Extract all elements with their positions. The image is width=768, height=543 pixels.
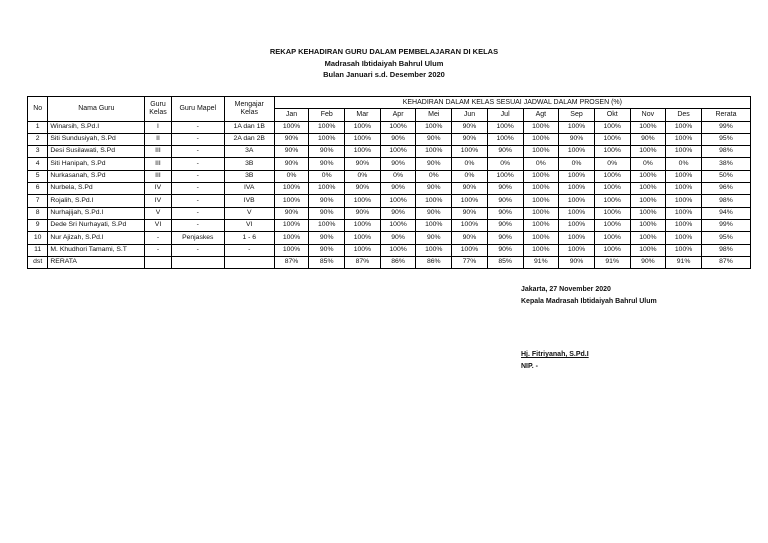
- cell-month-value: 86%: [416, 256, 452, 268]
- cell-month-value: 90%: [487, 244, 523, 256]
- cell-month-value: 100%: [487, 121, 523, 133]
- cell-month-value: 100%: [416, 219, 452, 231]
- col-month: Rerata: [701, 109, 750, 121]
- cell-no: 11: [28, 244, 48, 256]
- cell-month-value: 100%: [345, 219, 381, 231]
- cell-month-value: 100%: [274, 244, 309, 256]
- cell-guru-kelas: III: [145, 170, 172, 182]
- report-period: Bulan Januari s.d. Desember 2020: [323, 70, 445, 79]
- col-guru-mapel: Guru Mapel: [171, 97, 224, 122]
- cell-month-value: 90%: [309, 195, 345, 207]
- cell-rerata: 95%: [701, 232, 750, 244]
- cell-month-value: 90%: [309, 244, 345, 256]
- cell-guru-kelas: VI: [145, 219, 172, 231]
- cell-rerata: 50%: [701, 170, 750, 182]
- cell-month-value: 100%: [309, 183, 345, 195]
- cell-month-value: 0%: [523, 158, 559, 170]
- cell-no: dst: [28, 256, 48, 268]
- col-month: Jan: [274, 109, 309, 121]
- cell-nama-guru: Siti Sundusiyah, S.Pd: [48, 133, 145, 145]
- cell-month-value: 90%: [380, 207, 416, 219]
- cell-month-value: 100%: [309, 133, 345, 145]
- cell-month-value: 0%: [487, 158, 523, 170]
- cell-mengajar-kelas: 3B: [224, 158, 274, 170]
- cell-month-value: 91%: [523, 256, 559, 268]
- cell-month-value: 100%: [487, 133, 523, 145]
- cell-month-value: 0%: [559, 158, 595, 170]
- cell-nama-guru: Nurkasanah, S.Pd: [48, 170, 145, 182]
- cell-guru-mapel: -: [171, 219, 224, 231]
- cell-month-value: 100%: [523, 121, 559, 133]
- cell-nama-guru: Desi Susilawati, S.Pd: [48, 146, 145, 158]
- cell-mengajar-kelas: IVB: [224, 195, 274, 207]
- cell-month-value: 0%: [345, 170, 381, 182]
- cell-month-value: 100%: [523, 219, 559, 231]
- cell-month-value: 90%: [559, 256, 595, 268]
- cell-no: 7: [28, 195, 48, 207]
- cell-month-value: 100%: [380, 244, 416, 256]
- cell-month-value: 90%: [274, 133, 309, 145]
- cell-month-value: 100%: [630, 207, 666, 219]
- cell-month-value: 100%: [274, 121, 309, 133]
- cell-month-value: 90%: [380, 158, 416, 170]
- cell-month-value: 90%: [630, 133, 666, 145]
- cell-month-value: 77%: [452, 256, 488, 268]
- cell-month-value: 100%: [523, 207, 559, 219]
- cell-mengajar-kelas: IVA: [224, 183, 274, 195]
- cell-guru-mapel: -: [171, 158, 224, 170]
- cell-month-value: 90%: [487, 183, 523, 195]
- cell-month-value: 100%: [559, 183, 595, 195]
- cell-mengajar-kelas: 3A: [224, 146, 274, 158]
- col-nama-guru: Nama Guru: [48, 97, 145, 122]
- cell-month-value: 100%: [416, 146, 452, 158]
- cell-month-value: 100%: [630, 170, 666, 182]
- cell-nama-guru: Nurhajijah, S.Pd.I: [48, 207, 145, 219]
- cell-rerata: 98%: [701, 146, 750, 158]
- cell-guru-kelas: IV: [145, 195, 172, 207]
- cell-month-value: 100%: [452, 219, 488, 231]
- cell-guru-mapel: -: [171, 244, 224, 256]
- cell-month-value: 100%: [594, 232, 630, 244]
- cell-month-value: 0%: [452, 158, 488, 170]
- cell-month-value: 100%: [416, 244, 452, 256]
- cell-month-value: 90%: [452, 121, 488, 133]
- cell-month-value: 90%: [345, 183, 381, 195]
- cell-guru-kelas: III: [145, 158, 172, 170]
- cell-mengajar-kelas: 1A dan 1B: [224, 121, 274, 133]
- cell-month-value: 100%: [666, 146, 702, 158]
- cell-nama-guru: Nur Ajizah, S.Pd.I: [48, 232, 145, 244]
- cell-guru-mapel: -: [171, 133, 224, 145]
- cell-month-value: 90%: [559, 133, 595, 145]
- col-month: Mar: [345, 109, 381, 121]
- cell-month-value: 0%: [380, 170, 416, 182]
- cell-month-value: 90%: [487, 195, 523, 207]
- cell-nama-guru: Rojalih, S.Pd.I: [48, 195, 145, 207]
- cell-month-value: 90%: [630, 256, 666, 268]
- cell-nama-guru: Dede Sri Nurhayati, S.Pd: [48, 219, 145, 231]
- table-row: [28, 232, 751, 244]
- cell-guru-kelas: III: [145, 146, 172, 158]
- cell-month-value: 100%: [594, 146, 630, 158]
- col-no: No: [28, 97, 48, 122]
- cell-guru-mapel: -: [171, 170, 224, 182]
- cell-month-value: 100%: [380, 195, 416, 207]
- col-month: Jun: [452, 109, 488, 121]
- cell-month-value: 85%: [487, 256, 523, 268]
- col-month: Okt: [594, 109, 630, 121]
- cell-month-value: 90%: [380, 183, 416, 195]
- cell-month-value: 86%: [380, 256, 416, 268]
- cell-month-value: 100%: [523, 195, 559, 207]
- cell-nama-guru: RERATA: [48, 256, 145, 268]
- cell-month-value: 0%: [452, 170, 488, 182]
- cell-month-value: 0%: [630, 158, 666, 170]
- cell-month-value: 100%: [630, 183, 666, 195]
- cell-month-value: 90%: [309, 232, 345, 244]
- cell-rerata: 94%: [701, 207, 750, 219]
- cell-month-value: 90%: [452, 133, 488, 145]
- cell-month-value: 87%: [345, 256, 381, 268]
- cell-month-value: 100%: [594, 219, 630, 231]
- cell-rerata: 98%: [701, 195, 750, 207]
- cell-month-value: 0%: [274, 170, 309, 182]
- cell-month-value: 100%: [523, 232, 559, 244]
- cell-month-value: 100%: [666, 183, 702, 195]
- report-title: REKAP KEHADIRAN GURU DALAM PEMBELAJARAN DI KELAS: [269, 47, 499, 56]
- cell-month-value: 100%: [559, 219, 595, 231]
- cell-month-value: 90%: [487, 146, 523, 158]
- cell-month-value: 100%: [523, 170, 559, 182]
- cell-month-value: 100%: [274, 195, 309, 207]
- cell-month-value: 100%: [345, 133, 381, 145]
- cell-mengajar-kelas: [224, 256, 274, 268]
- cell-no: 6: [28, 183, 48, 195]
- table-row: [28, 133, 751, 145]
- cell-month-value: 100%: [274, 232, 309, 244]
- cell-month-value: 90%: [380, 133, 416, 145]
- cell-month-value: 90%: [416, 158, 452, 170]
- cell-month-value: 90%: [345, 207, 381, 219]
- cell-month-value: 100%: [416, 195, 452, 207]
- cell-no: 9: [28, 219, 48, 231]
- cell-month-value: 100%: [666, 219, 702, 231]
- cell-no: 8: [28, 207, 48, 219]
- cell-month-value: 90%: [309, 158, 345, 170]
- cell-month-value: 100%: [452, 146, 488, 158]
- signature-nip: NIP. -: [521, 363, 538, 370]
- cell-month-value: 100%: [452, 244, 488, 256]
- cell-guru-mapel: [171, 256, 224, 268]
- cell-mengajar-kelas: 2A dan 2B: [224, 133, 274, 145]
- cell-guru-mapel: -: [171, 121, 224, 133]
- cell-month-value: 100%: [523, 146, 559, 158]
- cell-no: 5: [28, 170, 48, 182]
- cell-mengajar-kelas: VI: [224, 219, 274, 231]
- cell-month-value: 100%: [594, 207, 630, 219]
- cell-month-value: 90%: [274, 207, 309, 219]
- cell-month-value: 100%: [345, 146, 381, 158]
- cell-month-value: 100%: [666, 207, 702, 219]
- col-month: Nov: [630, 109, 666, 121]
- cell-month-value: 100%: [416, 121, 452, 133]
- cell-mengajar-kelas: 3B: [224, 170, 274, 182]
- cell-month-value: 100%: [559, 195, 595, 207]
- cell-month-value: 100%: [666, 170, 702, 182]
- cell-guru-mapel: -: [171, 195, 224, 207]
- col-month: Des: [666, 109, 702, 121]
- table-row: [28, 183, 751, 195]
- cell-month-value: 0%: [309, 170, 345, 182]
- cell-month-value: 91%: [666, 256, 702, 268]
- signature-role: Kepala Madrasah Ibtidaiyah Bahrul Ulum: [521, 298, 657, 305]
- col-month: Apr: [380, 109, 416, 121]
- cell-month-value: 100%: [594, 133, 630, 145]
- col-month: Feb: [309, 109, 345, 121]
- cell-rerata: 87%: [701, 256, 750, 268]
- table-row: [28, 121, 751, 133]
- table-row: [28, 146, 751, 158]
- cell-month-value: 100%: [309, 121, 345, 133]
- cell-month-value: 90%: [487, 207, 523, 219]
- col-month: Mei: [416, 109, 452, 121]
- col-month: Jul: [487, 109, 523, 121]
- cell-month-value: 100%: [523, 244, 559, 256]
- cell-month-value: 91%: [594, 256, 630, 268]
- cell-month-value: 100%: [594, 121, 630, 133]
- cell-month-value: 100%: [559, 121, 595, 133]
- cell-month-value: 90%: [380, 232, 416, 244]
- cell-month-value: 90%: [274, 158, 309, 170]
- cell-guru-kelas: IV: [145, 183, 172, 195]
- cell-month-value: 100%: [666, 133, 702, 145]
- cell-month-value: 0%: [594, 158, 630, 170]
- table-row: [28, 170, 751, 182]
- cell-no: 3: [28, 146, 48, 158]
- cell-month-value: 100%: [630, 244, 666, 256]
- cell-month-value: 100%: [666, 195, 702, 207]
- cell-guru-kelas: [145, 256, 172, 268]
- cell-guru-mapel: Penjaskes: [171, 232, 224, 244]
- cell-month-value: 100%: [380, 121, 416, 133]
- cell-no: 4: [28, 158, 48, 170]
- cell-nama-guru: Siti Hanipah, S.Pd: [48, 158, 145, 170]
- cell-month-value: 90%: [416, 232, 452, 244]
- cell-month-value: 85%: [309, 256, 345, 268]
- table-row: [28, 219, 751, 231]
- cell-mengajar-kelas: V: [224, 207, 274, 219]
- cell-month-value: 100%: [274, 219, 309, 231]
- table-row: [28, 207, 751, 219]
- cell-month-value: 100%: [594, 170, 630, 182]
- cell-rerata: 98%: [701, 244, 750, 256]
- cell-month-value: 100%: [452, 195, 488, 207]
- cell-rerata: 38%: [701, 158, 750, 170]
- cell-month-value: 90%: [416, 207, 452, 219]
- col-group-kehadiran: KEHADIRAN DALAM KELAS SESUAI JADWAL DALAM PROSEN (%): [274, 97, 750, 109]
- cell-guru-kelas: -: [145, 244, 172, 256]
- signature-name: Hj. Fitriyanah, S.Pd.I: [521, 351, 589, 358]
- cell-month-value: 100%: [345, 121, 381, 133]
- cell-month-value: 90%: [416, 183, 452, 195]
- cell-month-value: 100%: [666, 244, 702, 256]
- cell-month-value: 100%: [380, 146, 416, 158]
- col-mengajar-kelas: Mengajar Kelas: [224, 97, 274, 122]
- cell-month-value: 100%: [523, 183, 559, 195]
- cell-month-value: 100%: [594, 195, 630, 207]
- cell-no: 1: [28, 121, 48, 133]
- report-header: [0, 46, 768, 81]
- cell-month-value: 100%: [630, 195, 666, 207]
- cell-guru-mapel: -: [171, 207, 224, 219]
- cell-month-value: 0%: [416, 170, 452, 182]
- cell-month-value: 100%: [487, 170, 523, 182]
- cell-rerata: 96%: [701, 183, 750, 195]
- cell-month-value: 100%: [345, 232, 381, 244]
- col-month: Agt: [523, 109, 559, 121]
- school-name: Madrasah Ibtidaiyah Bahrul Ulum: [324, 58, 444, 68]
- cell-rerata: 99%: [701, 121, 750, 133]
- cell-month-value: 100%: [274, 183, 309, 195]
- cell-month-value: 100%: [630, 121, 666, 133]
- cell-nama-guru: Nurbela, S.Pd: [48, 183, 145, 195]
- col-guru-kelas: Guru Kelas: [145, 97, 172, 122]
- cell-month-value: 100%: [630, 146, 666, 158]
- cell-nama-guru: Winarsih, S.Pd.I: [48, 121, 145, 133]
- cell-month-value: 100%: [559, 232, 595, 244]
- cell-month-value: 90%: [274, 146, 309, 158]
- cell-month-value: 100%: [309, 219, 345, 231]
- cell-month-value: 100%: [345, 244, 381, 256]
- cell-month-value: 90%: [345, 158, 381, 170]
- table-row: [28, 195, 751, 207]
- cell-month-value: 90%: [452, 232, 488, 244]
- cell-guru-kelas: I: [145, 121, 172, 133]
- cell-month-value: 90%: [487, 232, 523, 244]
- cell-month-value: 100%: [523, 133, 559, 145]
- cell-month-value: 100%: [345, 195, 381, 207]
- cell-month-value: 100%: [559, 170, 595, 182]
- cell-guru-kelas: V: [145, 207, 172, 219]
- cell-month-value: 100%: [666, 121, 702, 133]
- cell-month-value: 90%: [309, 146, 345, 158]
- cell-month-value: 90%: [452, 207, 488, 219]
- cell-no: 2: [28, 133, 48, 145]
- cell-month-value: 100%: [559, 146, 595, 158]
- cell-guru-kelas: II: [145, 133, 172, 145]
- cell-month-value: 100%: [559, 244, 595, 256]
- cell-month-value: 90%: [452, 183, 488, 195]
- cell-month-value: 100%: [559, 207, 595, 219]
- cell-month-value: 100%: [630, 219, 666, 231]
- cell-nama-guru: M. Khudhori Tamami, S.T: [48, 244, 145, 256]
- cell-month-value: 100%: [380, 219, 416, 231]
- cell-mengajar-kelas: -: [224, 244, 274, 256]
- cell-month-value: 100%: [594, 183, 630, 195]
- cell-rerata: 99%: [701, 219, 750, 231]
- cell-guru-mapel: -: [171, 183, 224, 195]
- cell-month-value: 90%: [309, 207, 345, 219]
- table-row: [28, 158, 751, 170]
- cell-no: 10: [28, 232, 48, 244]
- col-month: Sep: [559, 109, 595, 121]
- cell-rerata: 95%: [701, 133, 750, 145]
- signature-place-date: Jakarta, 27 November 2020: [521, 286, 611, 293]
- cell-guru-mapel: -: [171, 146, 224, 158]
- cell-mengajar-kelas: 1 - 6: [224, 232, 274, 244]
- cell-month-value: 100%: [630, 232, 666, 244]
- cell-month-value: 90%: [416, 133, 452, 145]
- table-row: [28, 256, 751, 268]
- cell-guru-kelas: -: [145, 232, 172, 244]
- table-row: [28, 244, 751, 256]
- cell-month-value: 100%: [594, 244, 630, 256]
- cell-month-value: 0%: [666, 158, 702, 170]
- cell-month-value: 100%: [666, 232, 702, 244]
- cell-month-value: 87%: [274, 256, 309, 268]
- cell-month-value: 90%: [487, 219, 523, 231]
- attendance-table: [27, 96, 751, 269]
